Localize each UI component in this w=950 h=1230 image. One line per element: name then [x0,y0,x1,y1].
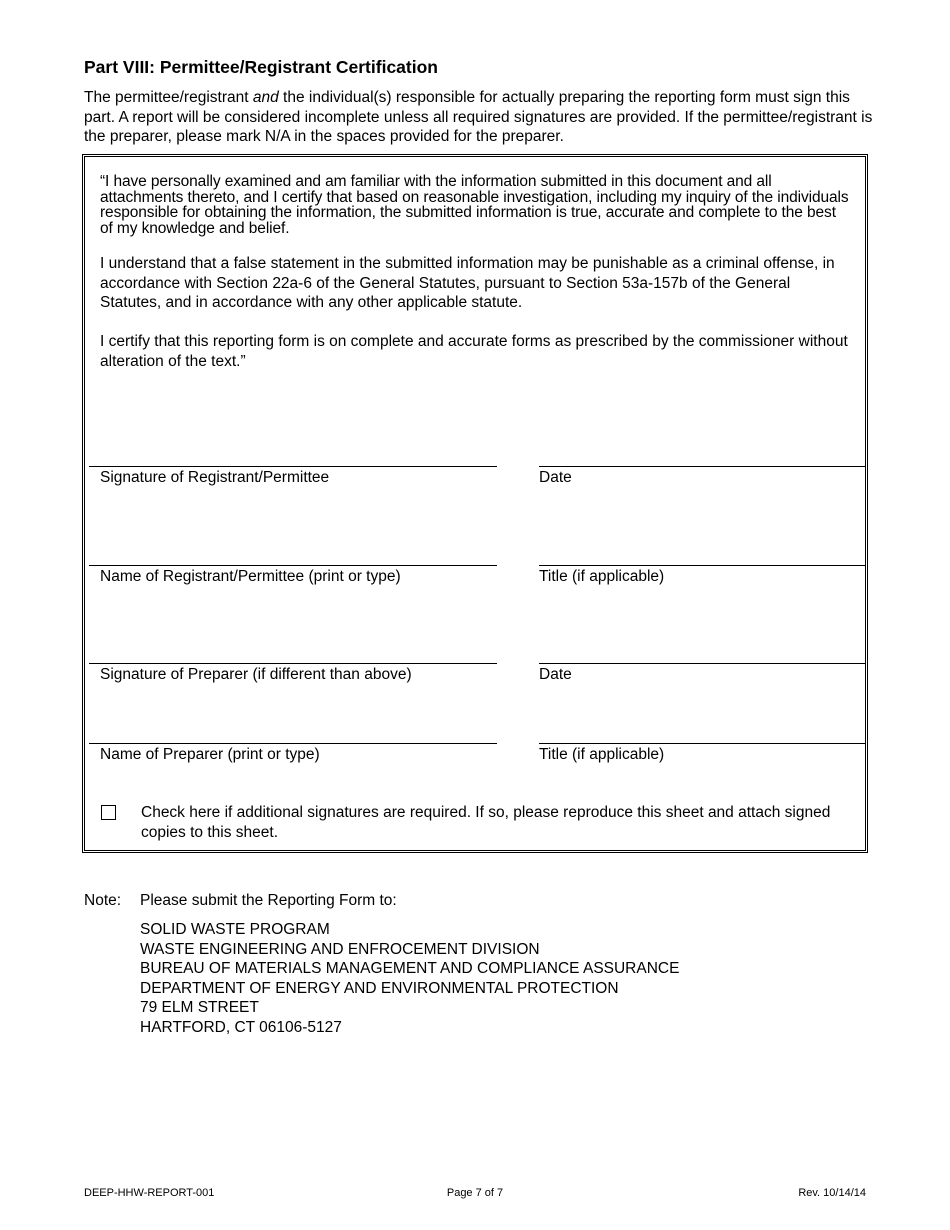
intro-paragraph [84,88,874,147]
certification-paragraph-2: I understand that a false statement in the submitted information may be punishable as a criminal offense, in accordance with Section 22a-6 of the General Statutes, pursuant to Section 53a-157b of the General Statutes, and in accordance with any other applicable statute. [100,255,835,311]
intro-text-end: the individual(s) responsible for actually preparing the reporting form must sign this part. A report will be considered incomplete unless all required signatures are provided. If the permittee/registrant is the preparer, please mark N/A in the spaces provided for the preparer. [84,89,873,145]
certification-paragraph-3: I certify that this reporting form is on complete and accurate forms as prescribed by the commissioner without alteration of the text.” [100,333,848,370]
address-line: DEPARTMENT OF ENERGY AND ENVIRONMENTAL PROTECTION [140,979,619,997]
intro-text-start: The permittee/registrant [84,89,253,106]
address-line: HARTFORD, CT 06106-5127 [140,1018,342,1036]
additional-signatures-label: Check here if additional signatures are required. If so, please reproduce this sheet and attach signed copies to this sheet. [141,804,831,841]
preparer-title-line[interactable] [539,743,865,744]
additional-signatures-checkbox[interactable] [101,805,116,820]
registrant-signature-line[interactable] [89,466,497,467]
note-text: Please submit the Reporting Form to: [140,892,397,909]
intro-emphasis: and [252,89,279,106]
address-line: 79 ELM STREET [140,999,259,1016]
registrant-title-line[interactable] [539,565,865,566]
page-title: Part VIII: Permittee/Registrant Certification [84,57,438,77]
form-id: DEEP-HHW-REPORT-001 [84,1187,215,1199]
preparer-name-label: Name of Preparer (print or type) [100,746,320,763]
registrant-name-label: Name of Registrant/Permittee (print or type) [100,568,401,585]
preparer-date-line[interactable] [539,663,865,664]
address-line: WASTE ENGINEERING AND ENFROCEMENT DIVISION [140,940,540,958]
mailing-address [140,920,679,1037]
page-number: Page 7 of 7 [446,1187,504,1199]
preparer-signature-line[interactable] [89,663,497,664]
note-label: Note: [84,892,122,909]
preparer-signature-label: Signature of Preparer (if different than above) [100,666,412,683]
certification-paragraph-1: “I have personally examined and am familiar with the information submitted in this document and all attachments thereto, and I certify that based on reasonable investigation, including my inquiry of the individuals responsible for obtaining the information, the submitted information is true, accurate and complete to the best of my knowledge and belief. [100,173,849,237]
registrant-name-line[interactable] [89,565,497,566]
registrant-signature-label: Signature of Registrant/Permittee [100,469,330,486]
certification-box [82,154,868,853]
address-line: SOLID WASTE PROGRAM [140,921,330,938]
revision-date: Rev. 10/14/14 [798,1187,866,1199]
preparer-name-line[interactable] [89,743,497,744]
preparer-title-label: Title (if applicable) [539,746,665,763]
registrant-date-label: Date [539,469,572,486]
registrant-date-line[interactable] [539,466,865,467]
preparer-date-label: Date [539,666,572,683]
address-line: BUREAU OF MATERIALS MANAGEMENT AND COMPLIANCE ASSURANCE [140,960,680,977]
registrant-title-label: Title (if applicable) [539,568,665,585]
